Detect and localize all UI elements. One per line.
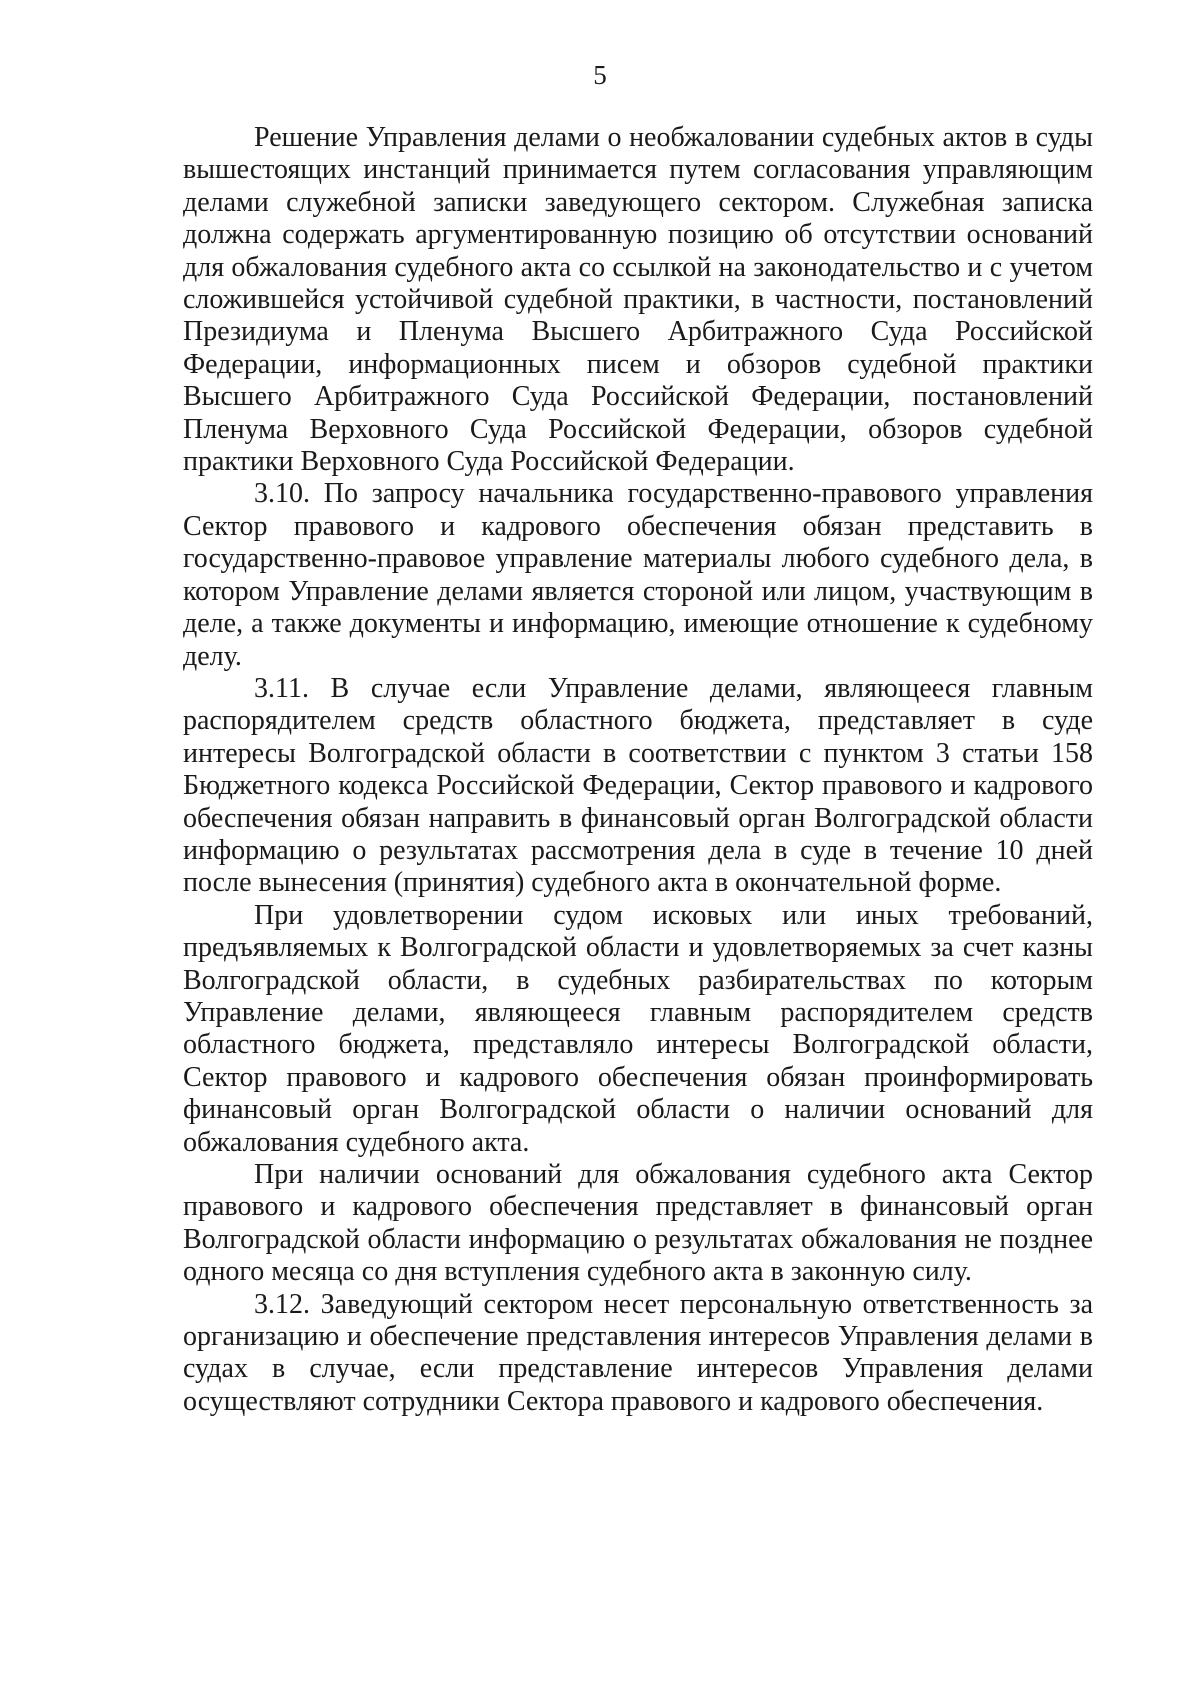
paragraph-claims-satisfaction: При удовлетворении судом исковых или иных требований, предъявляемых к Волгоградской области и удовлетворяемых за счет казны Волгоградской области, в судебных разбирательствах по которым Управление делами, являющееся главным распорядителем средств областного бюджета, представляло интересы Волгоградской области, Сектор правового и кадрового обеспечения обязан проинформировать финансовый орган Волгоградской области о наличии оснований для обжалования судебного акта. xyxy=(183,899,1093,1158)
paragraph-3-10: 3.10. По запросу начальника государственно-правового управления Сектор правового и кадрового обеспечения обязан представить в государственно-правовое управление материалы любого судебного дела, в котором Управление делами является стороной или лицом, участвующим в деле, а также документы и информацию, имеющие отношение к судебному делу. xyxy=(183,478,1093,672)
page-number: 5 xyxy=(593,60,607,90)
paragraph-3-12: 3.12. Заведующий сектором несет персональную ответственность за организацию и обеспечение представления интересов Управления делами в судах в случае, если представление интересов Управления делами осуществляют сотрудники Сектора правового и кадрового обеспечения. xyxy=(183,1288,1093,1417)
paragraph-3-11: 3.11. В случае если Управление делами, являющееся главным распорядителем средств областного бюджета, представляет в суде интересы Волгоградской области в соответствии с пунктом 3 статьи 158 Бюджетного кодекса Российской Федерации, Сектор правового и кадрового обеспечения обязан направить в финансовый орган Волгоградской области информацию о результатах рассмотрения дела в суде в течение 10 дней после вынесения (принятия) судебного акта в окончательной форме. xyxy=(183,672,1093,899)
document-body xyxy=(183,122,1093,1418)
paragraph-non-appeal-decision: Решение Управления делами о необжаловании судебных актов в суды вышестоящих инстанций принимается путем согласования управляющим делами служебной записки заведующего сектором. Служебная записка должна содержать аргументированную позицию об отсутствии оснований для обжалования судебного акта со ссылкой на законодательство и с учетом сложившейся устойчивой судебной практики, в частности, постановлений Президиума и Пленума Высшего Арбитражного Суда Российской Федерации, информационных писем и обзоров судебной практики Высшего Арбитражного Суда Российской Федерации, постановлений Пленума Верховного Суда Российской Федерации, обзоров судебной практики Верховного Суда Российской Федерации. xyxy=(183,122,1093,478)
paragraph-appeal-grounds: При наличии оснований для обжалования судебного акта Сектор правового и кадрового обеспечения представляет в финансовый орган Волгоградской области информацию о результатах обжалования не позднее одного месяца со дня вступления судебного акта в законную силу. xyxy=(183,1159,1093,1288)
